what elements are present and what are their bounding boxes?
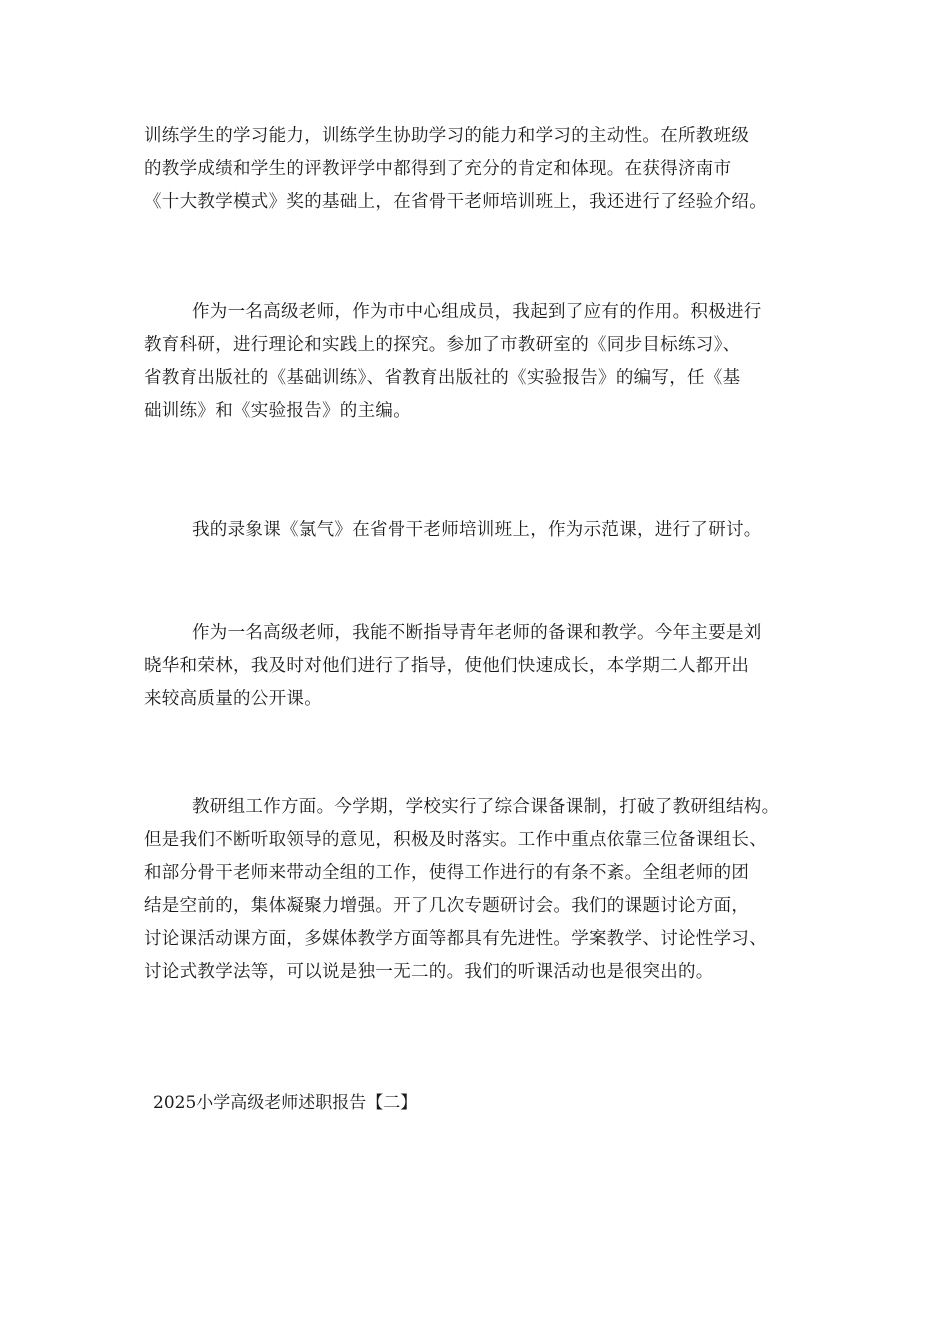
text-line: 训练学生的学习能力，训练学生协助学习的能力和学习的主动性。在所教班级 bbox=[144, 126, 750, 146]
paragraph-4 bbox=[144, 617, 824, 716]
text-line: 我的录象课《氯气》在省骨干老师培训班上，作为示范课，进行了研讨。 bbox=[192, 520, 762, 540]
text-line: 省教育出版社的《基础训练》、省教育出版社的《实验报告》的编写，任《基 bbox=[144, 368, 741, 388]
paragraph-3 bbox=[144, 514, 824, 547]
text-line: 但是我们不断听取领导的意见，积极及时落实。工作中重点依靠三位备课组长、 bbox=[144, 830, 767, 850]
text-line: 的教学成绩和学生的评教评学中都得到了充分的肯定和体现。在获得济南市 bbox=[144, 159, 732, 179]
text-line: 和部分骨干老师来带动全组的工作，使得工作进行的有条不紊。全组老师的团 bbox=[144, 863, 750, 883]
paragraph-5 bbox=[144, 791, 824, 989]
text-line: 来较高质量的公开课。 bbox=[144, 689, 322, 709]
text-line: 晓华和荣林，我及时对他们进行了指导，使他们快速成长，本学期二人都开出 bbox=[144, 656, 750, 676]
section-heading: 2025小学高级老师述职报告【二】 bbox=[153, 1093, 418, 1113]
text-line: 讨论式教学法等，可以说是独一无二的。我们的听课活动也是很突出的。 bbox=[144, 962, 714, 982]
text-line: 作为一名高级老师，我能不断指导青年老师的备课和教学。今年主要是刘 bbox=[192, 623, 762, 643]
text-line: 《十大教学模式》奖的基础上，在省骨干老师培训班上，我还进行了经验介绍。 bbox=[144, 192, 767, 212]
text-line: 教育科研，进行理论和实践上的探究。参加了市教研室的《同步目标练习》、 bbox=[144, 335, 741, 355]
text-line: 作为一名高级老师，作为市中心组成员，我起到了应有的作用。积极进行 bbox=[192, 302, 762, 322]
paragraph-1 bbox=[144, 120, 824, 219]
text-line: 结是空前的，集体凝聚力增强。开了几次专题研讨会。我们的课题讨论方面， bbox=[144, 896, 750, 916]
text-line: 教研组工作方面。今学期，学校实行了综合课备课制，打破了教研组结构。 bbox=[192, 797, 780, 817]
text-line: 础训练》和《实验报告》的主编。 bbox=[144, 401, 411, 421]
text-line: 讨论课活动课方面，多媒体教学方面等都具有先进性。学案教学、讨论性学习、 bbox=[144, 929, 767, 949]
paragraph-2 bbox=[144, 296, 824, 428]
